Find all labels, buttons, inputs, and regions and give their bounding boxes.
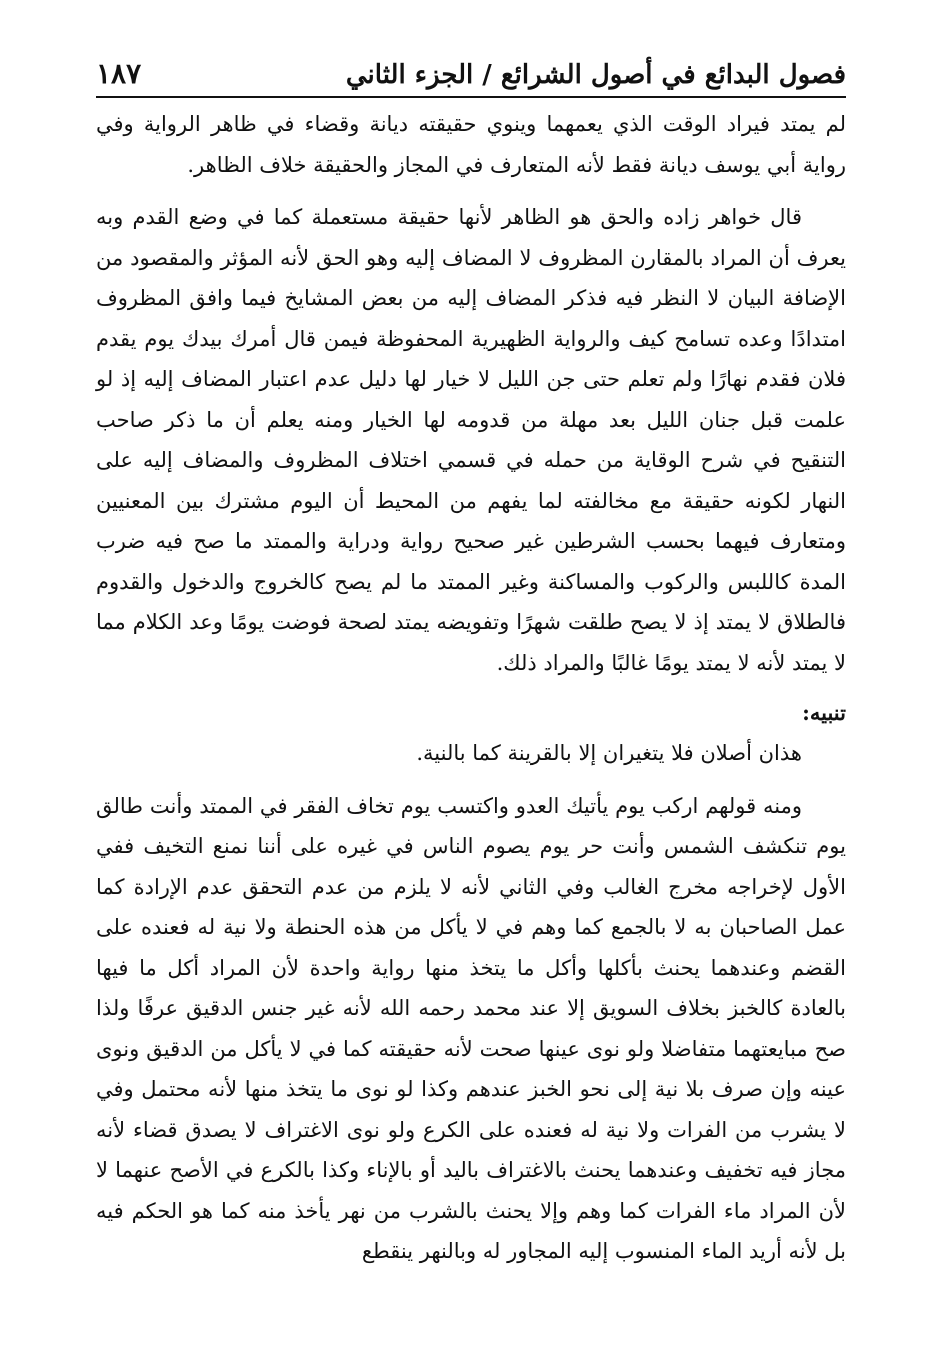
header-rule: [96, 96, 846, 98]
paragraph-2: قال خواهر زاده والحق هو الظاهر لأنها حقيقة مستعملة كما في وضع القدم وبه يعرف أن المراد بالمقارن المظروف لا المضاف إليه وهو الحق لأنه المؤثر والمقصود من الإضافة البيان لا النظر فيه فذكر المضاف إليه من بعض المشايخ فيما وافق المظروف امتدادًا وعده تسامح كيف والرواية الظهيرية المحفوظة فيمن قال أمرك بيدك يوم يقدم فلان فقدم نهارًا ولم تعلم حتى جن الليل لا خيار لها دليل عدم اعتبار المضاف إليه إذ لو علمت قبل جنان الليل بعد مهلة من قدومه لها الخيار ومنه يعلم أن ما ذكر صاحب التنقيح في شرح الوقاية من حمله في قسمي اختلاف المظروف والمضاف إليه على النهار لكونه حقيقة مع مخالفته لما يفهم من المحيط أن اليوم مشترك بين المعنيين ومتعارف فيهما بحسب الشرطين غير صحيح رواية ودراية والممتد ما صح فيه ضرب المدة كاللبس والركوب والمساكنة وغير الممتد ما لم يصح كالخروج والدخول والقدوم فالطلاق لا يمتد إذ لا يصح طلقت شهرًا وتفويضه يمتد لصحة فوضت يومًا وعد الكلام مما لا يمتد لأنه لا يمتد يومًا غالبًا والمراد ذلك.: [96, 205, 846, 675]
paragraph-3: هذان أصلان فلا يتغيران إلا بالقرينة كما بالنية.: [416, 741, 802, 765]
paragraph-4: ومنه قولهم اركب يوم يأتيك العدو واكتسب يوم تخاف الفقر في الممتد وأنت طالق يوم تنكشف الشمس وأنت حر يوم يصوم الناس في غيره على أننا نمنع التخيف ففي الأول لإخراجه مخرج الغالب وفي الثاني لأنه لا يلزم من عدم التحقق عدم الإرادة كما عمل الصاحبان به لا بالجمع كما وهم في لا يأكل من هذه الحنطة ولا نية له فعنده على القضم وعندهما يحنث بأكلها وأكل ما يتخذ منها رواية واحدة لأن المراد أكل ما فيها بالعادة كالخبز بخلاف السويق إلا عند محمد رحمه الله لأنه غير جنس الدقيق عرفًا ولذا صح مبايعتهما متفاضلا ولو نوى عينها صحت لأنه حقيقته كما في لا يأكل من الدقيق ونوى عينه وإن صرف بلا نية إلى نحو الخبز عندهم وكذا لو نوى ما يتخذ منها لأنه محتمل وفي لا يشرب من الفرات ولا نية له فعنده على الكرع ولو نوى الاغتراف لا يصدق قضاء لأنه مجاز فيه تخفيف وعندهما يحنث بالاغتراف باليد أو بالإناء وكذا بالكرع في الأصح عنهما لا لأن المراد ماء الفرات كما وهم وإلا يحنث بالشرب من نهر يأخذ منه كما هو الحكم فيه بل لأنه أريد الماء المنسوب إليه المجاور له وبالنهر ينقطع: [96, 793, 846, 1263]
paragraph-1: لم يمتد فيراد الوقت الذي يعمهما وينوي حقيقته ديانة وقضاء في ظاهر الرواية وفي رواية أبي يوسف ديانة فقط لأنه المتعارف في المجاز والحقيقة خلاف الظاهر.: [96, 112, 846, 177]
running-title: فصول البدائع في أصول الشرائع / الجزء الثاني: [345, 60, 846, 90]
page-header: [96, 38, 846, 90]
section-heading: تنبيه:: [802, 700, 846, 725]
page-number: ١٨٧: [96, 57, 142, 90]
